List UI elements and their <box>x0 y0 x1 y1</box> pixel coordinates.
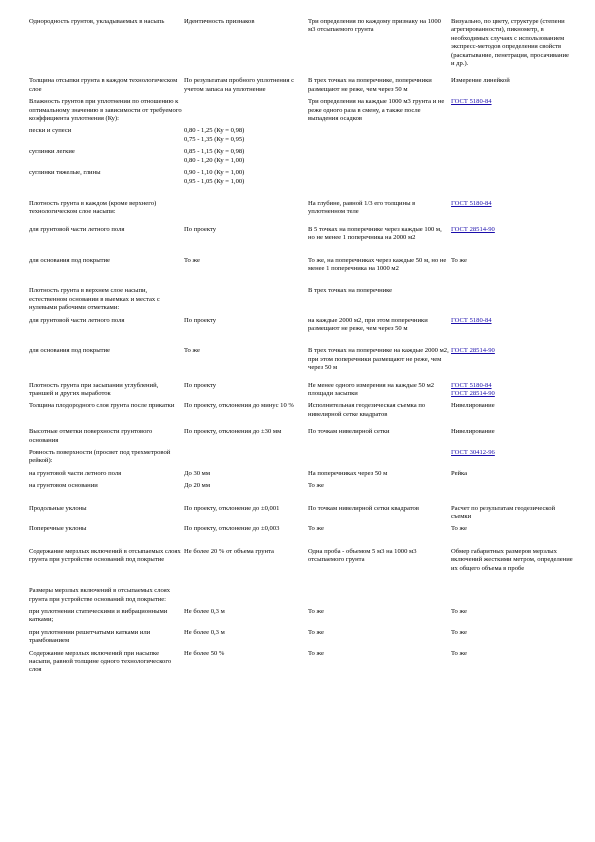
cell-text: Нивелирование <box>451 428 495 436</box>
cell-text: То же <box>451 649 467 657</box>
control-method-cell <box>451 505 575 526</box>
control-method-cell <box>451 482 575 504</box>
cell-text: 0,80 - 1,25 (Ку = 0,98) <box>184 127 245 135</box>
gost-link[interactable]: ГОСТ 5180-84 <box>451 316 492 324</box>
cell-text: Не более 0,3 м <box>184 607 225 615</box>
control-volume-cell <box>308 428 451 449</box>
parameter-cell <box>29 169 184 200</box>
requirement-cell <box>184 650 308 679</box>
cell-text: То же <box>184 256 200 264</box>
cell-text: Толщина отсыпки грунта в каждом технологическом слое <box>29 77 178 93</box>
table-row <box>29 226 575 257</box>
requirement-cell <box>184 629 308 650</box>
parameter-cell <box>29 587 184 608</box>
table-row <box>29 98 575 127</box>
control-volume-cell <box>308 482 451 504</box>
requirement-cell <box>184 127 308 148</box>
gost-link[interactable]: ГОСТ 5180-84 <box>451 98 492 106</box>
control-volume-cell <box>308 629 451 650</box>
cell-text: Идентичность признаков <box>184 18 255 25</box>
parameter-cell <box>29 317 184 348</box>
requirement-cell <box>184 169 308 200</box>
parameter-cell <box>29 18 184 77</box>
parameter-cell <box>29 482 184 504</box>
cell-text: Плотность грунта в каждом (кроме верхнего) технологическом слое насыпи: <box>29 199 157 216</box>
parameter-cell <box>29 505 184 526</box>
table-row <box>29 548 575 587</box>
control-method-cell <box>451 587 575 608</box>
cell-text: Измерение линейкой <box>451 77 510 85</box>
control-volume-cell <box>308 525 451 547</box>
control-volume-cell <box>308 127 451 148</box>
control-volume-cell <box>308 587 451 608</box>
table-row <box>29 382 575 403</box>
table-row <box>29 169 575 200</box>
control-method-cell <box>451 382 575 403</box>
cell-text: Обмер габаритных размеров мерзлых включений жесткими метром, определение их общего объема в пробе <box>451 547 573 572</box>
requirement-cell <box>184 347 308 381</box>
parameter-cell <box>29 525 184 547</box>
parameter-cell <box>29 548 184 587</box>
table-row <box>29 402 575 428</box>
cell-text: при уплотнении статическими и вибрационными катками; <box>29 607 168 624</box>
table-row <box>29 148 575 169</box>
table-row <box>29 317 575 348</box>
table-body <box>29 18 575 679</box>
cell-text: То же <box>308 628 324 636</box>
control-method-cell <box>451 169 575 200</box>
cell-text: Содержание мерзлых включений в отсыпаемых слоях грунта при устройстве оснований под покрытие <box>29 547 181 564</box>
cell-text: Ровность поверхности (просвет под трехметровой рейкой): <box>29 449 171 465</box>
requirement-cell <box>184 148 308 169</box>
control-volume-cell <box>308 77 451 98</box>
control-method-cell <box>451 287 575 316</box>
parameter-cell <box>29 347 184 381</box>
cell-text: Расчет по результатам геодезической съемки <box>451 504 556 521</box>
cell-text: Нивелирование <box>451 402 495 410</box>
control-volume-cell <box>308 650 451 679</box>
control-method-cell <box>451 148 575 169</box>
cell-text: По проекту, отклонения до ±30 мм <box>184 428 282 436</box>
table-row <box>29 18 575 77</box>
requirement-cell <box>184 226 308 257</box>
cell-text: То же, на поперечниках через каждые 50 м, но не менее 1 поперечника на 1000 м2 <box>308 256 447 272</box>
parameter-cell <box>29 629 184 650</box>
cell-text: В трех точках на поперечнике <box>308 287 393 295</box>
cell-text: Размеры мерзлых включений в отсыпаемых слоях грунта при устройстве оснований под покрытие: <box>29 587 171 603</box>
cell-text: для основания под покрытие <box>29 256 110 264</box>
cell-text: на грунтовой части летного поля <box>29 469 122 477</box>
requirement-cell <box>184 505 308 526</box>
control-method-cell <box>451 629 575 650</box>
cell-text: Не более 50 % <box>184 649 225 657</box>
cell-text: То же <box>308 525 324 533</box>
control-method-cell <box>451 257 575 288</box>
cell-text: По точкам нивелирной сетки <box>308 428 390 436</box>
control-method-cell <box>451 650 575 679</box>
cell-text: Толщина плодородного слоя грунта после прикатки <box>29 402 175 410</box>
requirement-cell <box>184 548 308 587</box>
parameter-cell <box>29 148 184 169</box>
control-method-cell <box>451 449 575 470</box>
requirement-cell <box>184 525 308 547</box>
cell-text: Плотность грунта при засыпании углублений, траншей и других выработок <box>29 381 159 397</box>
cell-text: 0,75 - 1,35 (Ку = 0,95) <box>184 135 245 143</box>
gost-link[interactable]: ГОСТ 28514-90 <box>451 390 495 397</box>
cell-text: По проекту, отклонение до ±0,001 <box>184 504 280 512</box>
cell-text: До 20 мм <box>184 482 211 490</box>
cell-text: То же <box>451 628 467 636</box>
requirement-cell <box>184 382 308 403</box>
cell-text: 0,85 - 1,15 (Ку = 0,98) <box>184 148 245 156</box>
control-method-cell <box>451 347 575 381</box>
cell-text: По результатам пробного уплотнения с учетом запаса на уплотнение <box>184 77 295 93</box>
cell-text: То же <box>451 525 467 533</box>
control-volume-cell <box>308 548 451 587</box>
requirement-cell <box>184 482 308 504</box>
control-volume-cell <box>308 148 451 169</box>
control-volume-cell <box>308 257 451 288</box>
cell-text: На глубине, равной 1/3 его толщины в уплотненном теле <box>308 199 416 216</box>
cell-text: Три определения по каждому признаку на 1000 м3 отсыпаемого грунта <box>308 18 441 34</box>
table-row <box>29 505 575 526</box>
control-volume-cell <box>308 287 451 316</box>
cell-text: Не более 20 % от объема грунта <box>184 547 274 555</box>
table-row <box>29 428 575 449</box>
cell-text: для грунтовой части летного поля <box>29 225 125 233</box>
parameter-cell <box>29 608 184 629</box>
gost-link[interactable]: ГОСТ 28514-90 <box>451 225 495 233</box>
control-method-cell <box>451 548 575 587</box>
control-volume-cell <box>308 317 451 348</box>
control-volume-cell <box>308 505 451 526</box>
table-row <box>29 257 575 288</box>
requirement-cell <box>184 98 308 127</box>
requirement-cell <box>184 449 308 470</box>
requirement-cell <box>184 587 308 608</box>
control-volume-cell <box>308 98 451 127</box>
control-method-cell <box>451 428 575 449</box>
control-volume-cell <box>308 608 451 629</box>
cell-text: То же <box>451 256 467 264</box>
table-row <box>29 449 575 470</box>
control-method-cell <box>451 608 575 629</box>
control-method-cell <box>451 402 575 428</box>
control-method-cell <box>451 127 575 148</box>
control-volume-cell <box>308 347 451 381</box>
parameter-cell <box>29 470 184 482</box>
table-row <box>29 200 575 226</box>
cell-text: То же <box>451 607 467 615</box>
control-method-cell <box>451 525 575 547</box>
control-volume-cell <box>308 382 451 403</box>
cell-text: Визуально, по цвету, структуре (степени агрегированности), пикнометр, в необходимых случаях с использованием экспресс-методов определения свойств (раскатывание, пенетрация, просачивание и др.). <box>451 18 569 68</box>
control-volume-cell <box>308 402 451 428</box>
control-method-cell <box>451 77 575 98</box>
cell-text: суглинки тяжелые, глины <box>29 169 101 177</box>
cell-text: По проекту <box>184 225 217 233</box>
requirement-cell <box>184 18 308 77</box>
table-row <box>29 650 575 679</box>
parameter-cell <box>29 257 184 288</box>
requirement-cell <box>184 317 308 348</box>
cell-text: на грунтовом основании <box>29 482 98 490</box>
cell-text: Поперечные уклоны <box>29 525 87 533</box>
table-row <box>29 587 575 608</box>
cell-text: Однородность грунтов, укладываемых в насыпь <box>29 18 165 25</box>
requirement-cell <box>184 608 308 629</box>
requirement-cell <box>184 402 308 428</box>
control-method-cell <box>451 317 575 348</box>
cell-text: Исполнительная геодезическая съемка по нивелирной сетке квадратов <box>308 402 426 418</box>
cell-text: Не менее одного измерения на каждые 50 м2 площади засыпки <box>308 381 435 397</box>
cell-text: Продольные уклоны <box>29 504 87 512</box>
cell-text: То же <box>308 482 324 490</box>
control-volume-cell <box>308 449 451 470</box>
parameter-cell <box>29 77 184 98</box>
control-volume-cell <box>308 169 451 200</box>
cell-text: 0,80 - 1,20 (Ку = 1,00) <box>184 156 245 164</box>
requirement-cell <box>184 257 308 288</box>
cell-text: По проекту, отклонения до минус 10 % <box>184 402 294 410</box>
table-row <box>29 470 575 482</box>
cell-text: На поперечниках через 50 м <box>308 469 388 477</box>
table-row <box>29 127 575 148</box>
parameter-cell <box>29 402 184 428</box>
cell-text: В трех точках на поперечнике на каждые 2000 м2, при этом поперечники размещают не реже, чем через 50 м <box>308 347 449 372</box>
parameter-cell <box>29 650 184 679</box>
cell-text: По проекту <box>184 316 217 324</box>
cell-text: при уплотнении решетчатыми катками или трамбованием <box>29 628 151 645</box>
control-volume-cell <box>308 18 451 77</box>
cell-text: Содержание мерзлых включений при насыпке насыпи, равной толщине одного технологического слоя <box>29 649 172 674</box>
control-method-cell <box>451 98 575 127</box>
parameter-cell <box>29 449 184 470</box>
cell-text: для грунтовой части летного поля <box>29 316 125 324</box>
parameter-cell <box>29 382 184 403</box>
cell-text: То же <box>184 347 200 355</box>
cell-text: Одна проба - объемом 5 м3 на 1000 м3 отсыпаемого грунта <box>308 547 417 564</box>
table-row <box>29 525 575 547</box>
parameter-cell <box>29 287 184 316</box>
parameter-cell <box>29 98 184 127</box>
table-row <box>29 77 575 98</box>
cell-text: В трех точках на поперечнике, поперечники размещают не реже, чем через 50 м <box>308 77 432 93</box>
control-volume-cell <box>308 200 451 226</box>
gost-link[interactable]: ГОСТ 28514-90 <box>451 347 495 355</box>
cell-text: По проекту <box>184 381 217 389</box>
cell-text: Плотность грунта в верхнем слое насыпи, естественном основании в выемках и местах с нулевыми рабочими отметками: <box>29 287 160 312</box>
control-volume-cell <box>308 226 451 257</box>
cell-text: Высотные отметки поверхности грунтового основания <box>29 428 153 444</box>
gost-link[interactable]: ГОСТ 5180-84 <box>451 199 492 207</box>
table-row <box>29 629 575 650</box>
cell-text: Не более 0,3 м <box>184 628 225 636</box>
table-row <box>29 482 575 504</box>
cell-text: 0,95 - 1,05 (Ку = 1,00) <box>184 177 245 185</box>
requirement-cell <box>184 428 308 449</box>
cell-text: В 5 точках на поперечнике через каждые 100 м, но не менее 1 поперечника на 2000 м2 <box>308 225 442 242</box>
cell-text: для основания под покрытие <box>29 347 110 355</box>
control-method-cell <box>451 226 575 257</box>
cell-text: До 30 мм <box>184 469 211 477</box>
requirement-cell <box>184 287 308 316</box>
cell-text: По проекту, отклонение до ±0,003 <box>184 525 280 533</box>
requirement-cell <box>184 470 308 482</box>
table-row <box>29 347 575 381</box>
cell-text: Три определения на каждые 1000 м3 грунта и не реже одного раза в смену, а также после выпадения осадков <box>308 98 445 123</box>
control-method-cell <box>451 18 575 77</box>
table-row <box>29 287 575 316</box>
control-volume-cell <box>308 470 451 482</box>
cell-text: 0,90 - 1,10 (Ку = 1,00) <box>184 169 245 177</box>
cell-text: То же <box>308 649 324 657</box>
parameter-cell <box>29 200 184 226</box>
cell-text: Рейка <box>451 469 468 477</box>
cell-text: Влажность грунтов при уплотнении по отношению к оптимальному значению в зависимости от требуемого коэффициента уплотнения (Ку): <box>29 98 182 123</box>
parameter-cell <box>29 226 184 257</box>
parameter-cell <box>29 428 184 449</box>
cell-text: на каждые 2000 м2, при этом поперечники размещают не реже, чем через 50 м <box>308 316 428 332</box>
gost-link[interactable]: ГОСТ 5180-84 <box>451 381 492 389</box>
control-method-cell <box>451 470 575 482</box>
cell-text: пески и супеси <box>29 127 72 135</box>
cell-text: По точкам нивелирной сетки квадратов <box>308 504 419 512</box>
parameter-cell <box>29 127 184 148</box>
requirement-cell <box>184 77 308 98</box>
requirement-cell <box>184 200 308 226</box>
cell-text: суглинки легкие <box>29 148 75 156</box>
quality-control-table <box>29 18 575 679</box>
control-method-cell <box>451 200 575 226</box>
cell-text: То же <box>308 607 324 615</box>
gost-link[interactable]: ГОСТ 30412-96 <box>451 449 495 457</box>
table-row <box>29 608 575 629</box>
